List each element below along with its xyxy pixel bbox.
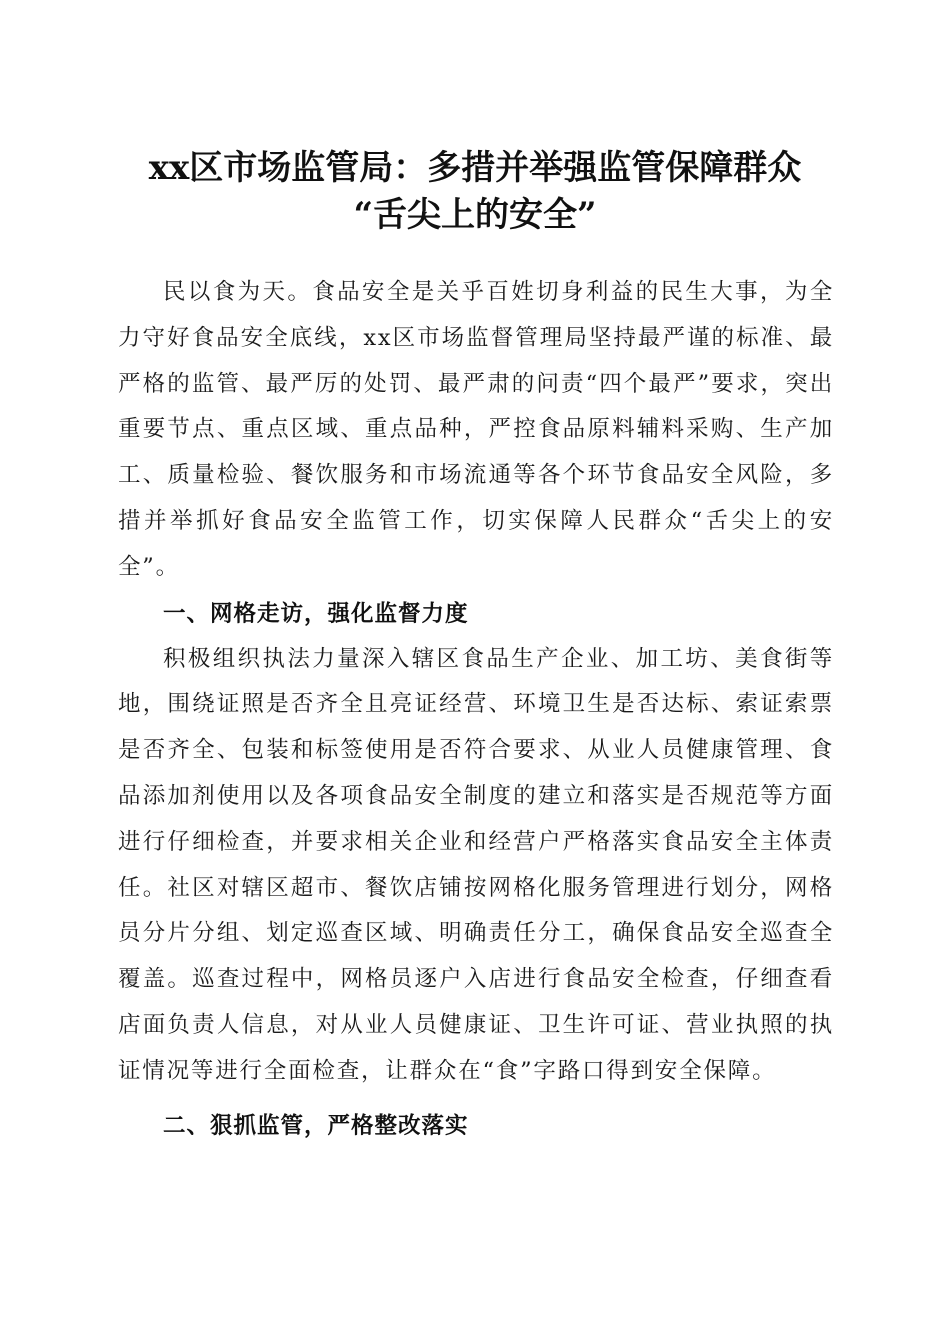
intro-paragraph: 民以食为天。食品安全是关乎百姓切身利益的民生大事，为全力守好食品安全底线，xx区市场监督管理局坚持最严谨的标准、最严格的监管、最严厉的处罚、最严肃的问责“四个最严”要求，突出重要节点、重点区域、重点品种，严控食品原料辅料采购、生产加工、质量检验、餐饮服务和市场流通等各个环节食品安全风险，多措并举抓好食品安全监管工作，切实保障人民群众“舌尖上的安全”。	[118, 279, 834, 580]
section-1-paragraph: 积极组织执法力量深入辖区食品生产企业、加工坊、美食街等地，围绕证照是否齐全且亮证经营、环境卫生是否达标、索证索票是否齐全、包装和标签使用是否符合要求、从业人员健康管理、食品添加剂使用以及各项食品安全制度的建立和落实是否规范等方面进行仔细检查，并要求相关企业和经营户严格落实食品安全主体责任。社区对辖区超市、餐饮店铺按网格化服务管理进行划分，网格员分片分组、划定巡查区域、明确责任分工，确保食品安全巡查全覆盖。巡查过程中，网格员逐户入店进行食品安全检查，仔细查看店面负责人信息，对从业人员健康证、卫生许可证、营业执照的执证情况等进行全面检查，让群众在“食”字路口得到安全保障。	[118, 645, 834, 1084]
document-body	[118, 270, 834, 1149]
section-heading-2: 二、狠抓监管，严格整改落实	[163, 1112, 469, 1139]
document-title-line-1: xx区市场监管局：多措并举强监管保障群众	[148, 148, 802, 188]
section-heading-1: 一、网格走访，强化监督力度	[163, 600, 469, 627]
document-title-line-2: “舌尖上的安全”	[353, 195, 597, 235]
